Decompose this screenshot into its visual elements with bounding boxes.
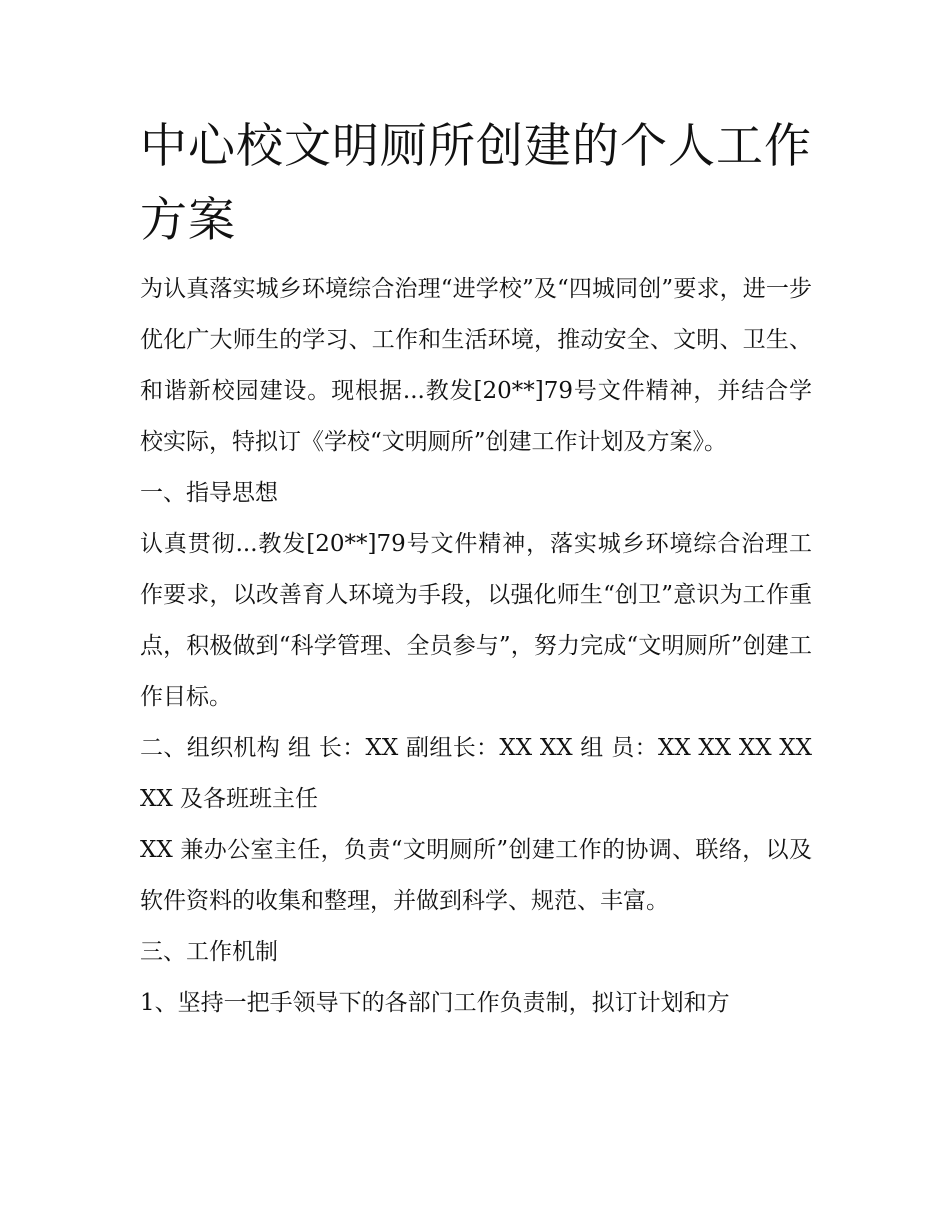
section-heading-guiding-ideology: 一、指导思想	[140, 480, 278, 506]
document-page	[140, 110, 812, 1029]
section-heading-work-mechanism: 三、工作机制	[140, 939, 278, 965]
document-title: 中心校文明厕所创建的个人工作方案	[140, 119, 812, 248]
organization-paragraph: 二、组织机构 组 长：XX 副组长：XX XX 组 员：XX XX XX XX XX 及各班班主任	[140, 735, 812, 812]
office-director-paragraph: XX 兼办公室主任，负责“文明厕所”创建工作的协调、联络，以及软件资料的收集和整理，并做到科学、规范、丰富。	[140, 837, 812, 914]
guiding-ideology-paragraph: 认真贯彻...教发[20**]79号文件精神，落实城乡环境综合治理工作要求，以改善育人环境为手段，以强化师生“创卫”意识为工作重点，积极做到“科学管理、全员参与”，努力完成“文明厕所”创建工作目标。	[140, 531, 812, 710]
intro-paragraph: 为认真落实城乡环境综合治理“进学校”及“四城同创”要求，进一步优化广大师生的学习、工作和生活环境，推动安全、文明、卫生、和谐新校园建设。现根据...教发[20**]79号文件精神，并结合学校实际，特拟订《学校“文明厕所”创建工作计划及方案》。	[140, 276, 812, 455]
work-mechanism-item-1: 1、坚持一把手领导下的各部门工作负责制，拟订计划和方	[140, 990, 730, 1016]
